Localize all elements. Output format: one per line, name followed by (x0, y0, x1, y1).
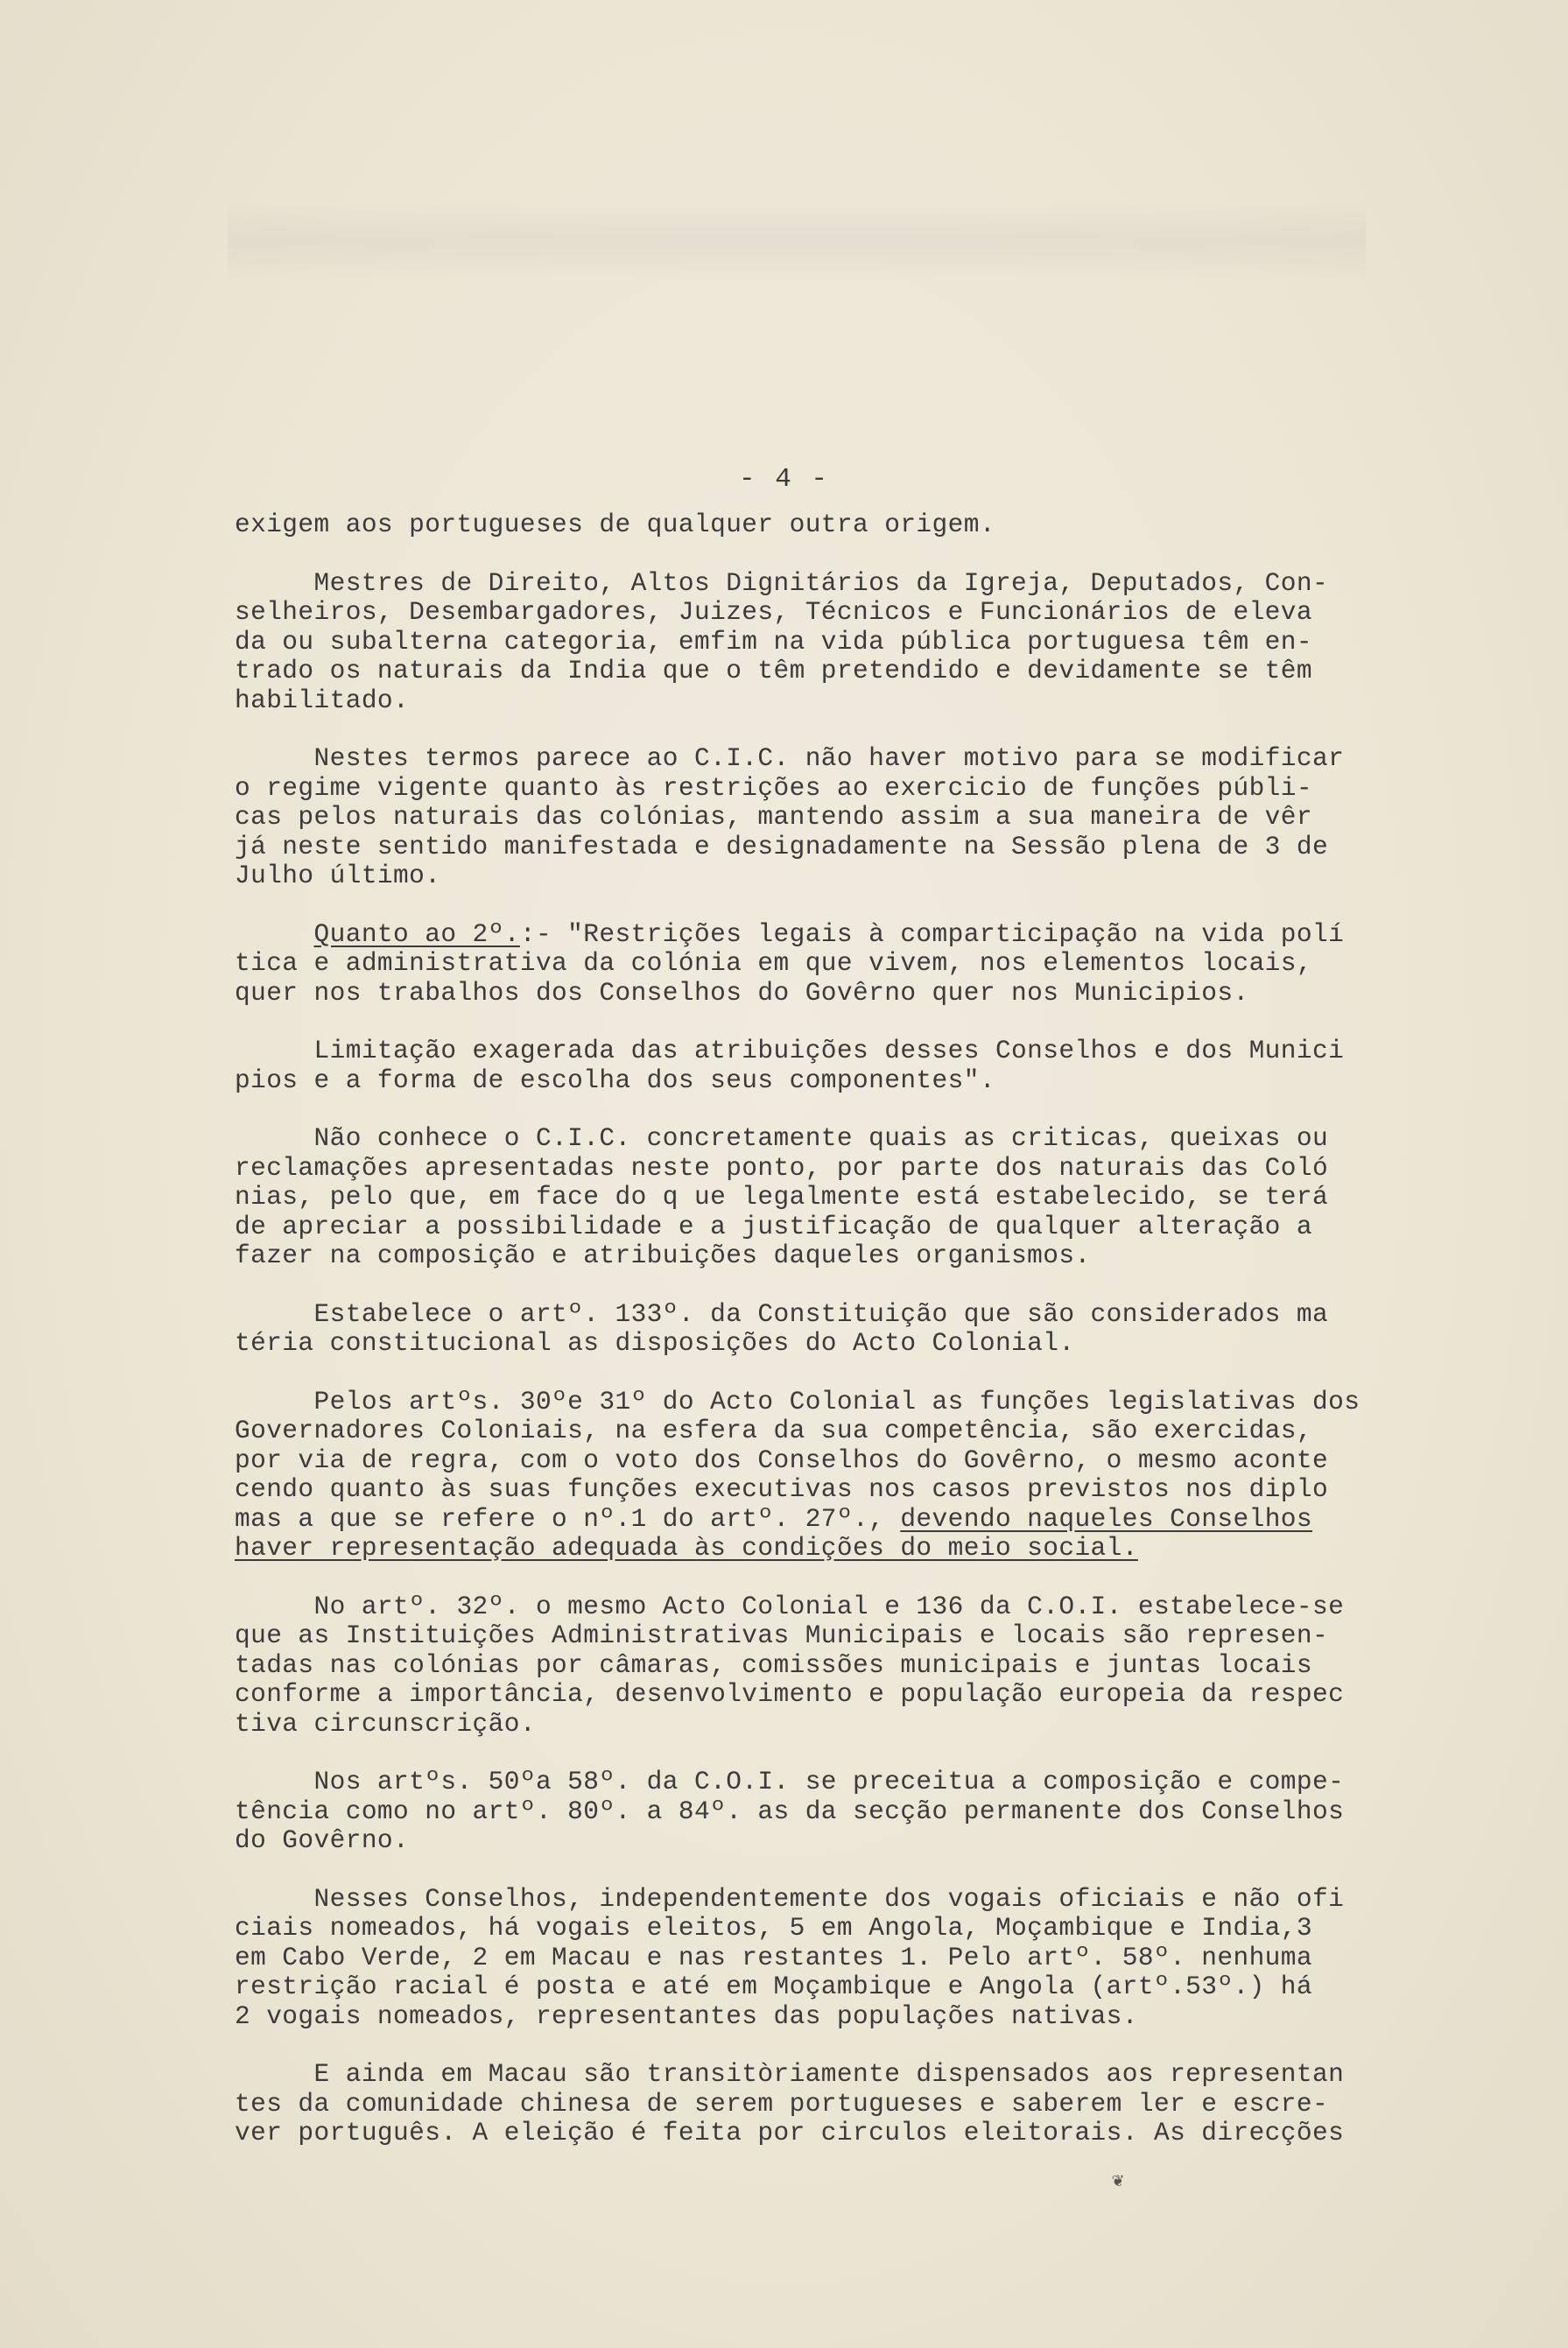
text-line: do Govêrno. (235, 1825, 410, 1855)
text-line: quer nos trabalhos dos Conselhos do Govêrno quer nos Municipios. (235, 977, 1249, 1008)
text-line: Nos artºs. 50ºa 58º. da C.O.I. se preceitua a composição e compe- (235, 1767, 1345, 1796)
text-line: Quanto ao 2º.:- "Restrições legais à comparticipação na vida polí (313, 918, 1345, 949)
paragraph-gap (235, 1008, 1460, 1037)
text-line: selheiros, Desembargadores, Juizes, Técnicos e Funcionários de eleva (235, 597, 1312, 627)
text-line: téria constitucional as disposições do Acto Colonial. (235, 1328, 1075, 1358)
paragraph-gap (235, 891, 1460, 920)
paragraph (235, 1037, 1460, 1095)
text-line: Estabelece o artº. 133º. da Constituição que são considerados ma (235, 1298, 1329, 1329)
text-line: 2 vogais nomeados, representantes das populações nativas. (235, 2000, 1138, 2031)
page-number: - 4 - (738, 464, 829, 495)
text-line: ver português. A eleição é feita por circulos eleitorais. As direcções (235, 2118, 1345, 2148)
text-line: mas a que se refere o nº.1 do artº. 27º., devendo naqueles Conselhos (235, 1503, 1313, 1534)
paragraph (235, 1592, 1460, 1740)
paragraph-gap (235, 1359, 1460, 1388)
body-text (235, 510, 1460, 2148)
paragraph-gap (235, 1739, 1460, 1768)
text-line: Governadores Coloniais, na esfera da sua competência, são exercidas, (235, 1416, 1312, 1445)
paragraph (235, 1300, 1460, 1359)
paragraph-gap (235, 540, 1460, 569)
paragraph (235, 1388, 1460, 1564)
text-line: exigem aos portugueses de qualquer outra origem. (235, 510, 995, 539)
text-line: Pelos artºs. 30ºe 31º do Acto Colonial as funções legislativas dos (235, 1386, 1361, 1417)
text-line: cas pelos naturais das colónias, mantendo assim a sua maneira de vêr (235, 802, 1312, 832)
text-line: nias, pelo que, em face do q ue legalmente está estabelecido, se terá (235, 1182, 1329, 1212)
text-line: Nesses Conselhos, independentemente dos vogais oficiais e não ofi (235, 1883, 1345, 1914)
text-line: por via de regra, com o voto dos Conselhos do Govêrno, o mesmo aconte (235, 1445, 1329, 1475)
paragraph-gap (235, 715, 1460, 744)
text-line: reclamações apresentadas neste ponto, por parte dos naturais das Coló (235, 1152, 1329, 1183)
underlined-text: Quanto ao 2º. (313, 918, 520, 949)
text-line: habilitado. (235, 685, 410, 715)
underlined-text: haver representação adequada às condições do meio social. (235, 1533, 1138, 1563)
text-line: que as Instituições Administrativas Municipais e locais são represen- (235, 1620, 1329, 1650)
paragraph (235, 510, 1460, 540)
text-line: tadas nas colónias por câmaras, comissões municipais e juntas locais (235, 1649, 1312, 1680)
text-line (235, 1534, 1460, 1564)
paragraph-gap (235, 1564, 1460, 1592)
text-line: tência como no artº. 80º. a 84º. as da secção permanente dos Conselhos (235, 1796, 1345, 1826)
text-line: cendo quanto às suas funções executivas nos casos previstos nos diplo (235, 1474, 1329, 1504)
text-line: Julho último. (235, 861, 441, 890)
text-line: pios e a forma de escolha dos seus componentes". (235, 1065, 995, 1095)
text-line: Limitação exagerada das atribuições desses Conselhos e dos Munici (235, 1036, 1345, 1065)
text-line: Mestres de Direito, Altos Dignitários da Igreja, Deputados, Con- (235, 567, 1329, 598)
paragraph (235, 1885, 1460, 2032)
text-line: restrição racial é posta e até em Moçambique e Angola (artº.53º.) há (235, 1972, 1312, 2001)
paragraph (235, 1768, 1460, 1856)
text-line: já neste sentido manifestada e designadamente na Sessão plena de 3 de (235, 831, 1329, 861)
text-line: tiva circunscrição. (235, 1708, 536, 1739)
text-line: tica e administrativa da colónia em que vivem, nos elementos locais, (235, 948, 1312, 978)
paragraph-gap (235, 1271, 1460, 1300)
text-line: Nestes termos parece ao C.I.C. não haver motivo para se modificar (235, 743, 1345, 773)
paragraph (235, 920, 1460, 1009)
text-line: em Cabo Verde, 2 em Macau e nas restantes 1. Pelo artº. 58º. nenhuma (235, 1942, 1312, 1972)
paragraph-gap (235, 1095, 1460, 1124)
text-line: de apreciar a possibilidade e a justificação de qualquer alteração a (235, 1211, 1312, 1241)
paper-shadow (228, 201, 1366, 280)
text-line: conforme a importância, desenvolvimento e população europeia da respec (235, 1679, 1345, 1709)
paragraph (235, 1124, 1460, 1271)
text-line: trado os naturais da India que o têm pretendido e devidamente se têm (235, 656, 1312, 685)
text-line: fazer na composição e atribuições daqueles organismos. (235, 1241, 1091, 1270)
text-line: da ou subalterna categoria, emfim na vida pública portuguesa têm en- (235, 626, 1312, 657)
paragraph (235, 569, 1460, 716)
paragraph (235, 2060, 1460, 2148)
text-line: E ainda em Macau são transitòriamente dispensados aos representan (235, 2059, 1345, 2089)
ink-mark-icon: ❦ (1112, 2170, 1124, 2192)
paragraph-gap (235, 1856, 1460, 1885)
paragraph-gap (235, 2031, 1460, 2060)
underlined-text: devendo naqueles Conselhos (900, 1503, 1313, 1534)
text-line: o regime vigente quanto às restrições ao exercicio de funções públi- (235, 772, 1312, 803)
text-line: No artº. 32º. o mesmo Acto Colonial e 136 da C.O.I. estabelece-se (235, 1591, 1345, 1621)
text-line: tes da comunidade chinesa de serem portugueses e saberem ler e escre- (235, 2088, 1329, 2119)
text-line: ciais nomeados, há vogais eleitos, 5 em Angola, Moçambique e India,3 (235, 1913, 1312, 1943)
paragraph (235, 744, 1460, 891)
text-line: Não conhece o C.I.C. concretamente quais as criticas, queixas ou (235, 1123, 1329, 1153)
